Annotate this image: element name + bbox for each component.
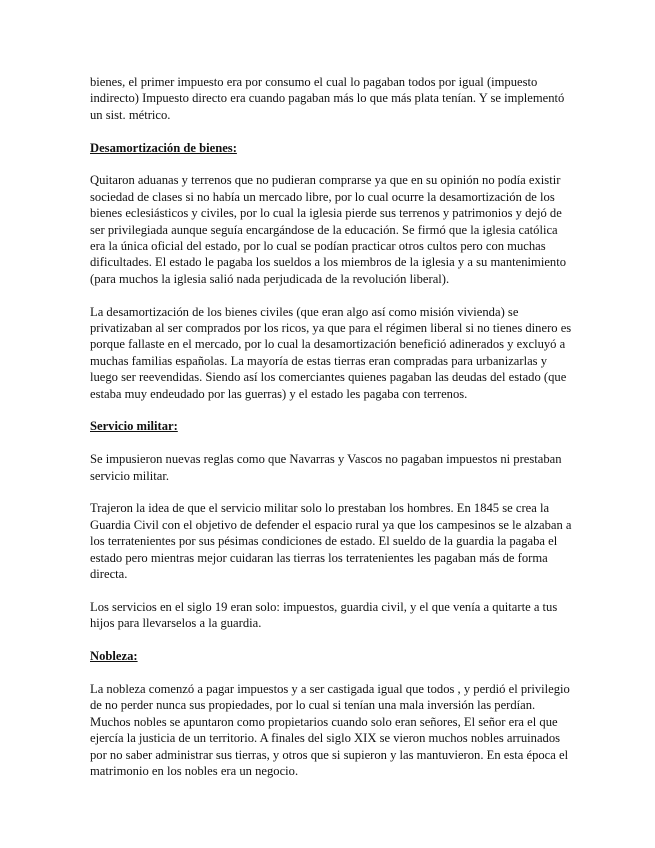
desamortizacion-paragraph-2: La desamortización de los bienes civiles (que eran algo así como misión vivienda) se privatizaban al ser comprados por los ricos, ya que para el régimen liberal si no tienes dinero es porque fallaste en el mercado, por lo cual la desamortización benefició adinerados y excluyó a muchas familias españolas. La mayoría de estas tierras eran compradas para urbanizarlas y luego ser reevendidas. Siendo así los comerciantes quienes pagaban las deudas del estado (que estaba muy endeudado por las guerras) y el estado les pagaba con terrenos. bbox=[90, 304, 572, 401]
servicio-militar-paragraph-3: Los servicios en el siglo 19 eran solo: impuestos, guardia civil, y el que venía a quitarte a tus hijos para llevarselos a la guardia. bbox=[90, 599, 558, 631]
document-page bbox=[90, 74, 575, 796]
heading-desamortizacion: Desamortización de bienes: bbox=[90, 140, 237, 155]
servicio-militar-paragraph-2: Trajeron la idea de que el servicio militar solo lo prestaban los hombres. En 1845 se crea la Guardia Civil con el objetivo de defender el espacio rural ya que los campesinos se le alzaban a los terratenientes por sus pésimas condiciones de estado. El sueldo de la guardia la pagaba el estado pero mientras mejor cuidaran las tierras los terratenientes les pagaban más de forma directa. bbox=[90, 501, 572, 582]
servicio-militar-paragraph-1: Se impusieron nuevas reglas como que Navarras y Vascos no pagaban impuestos ni prestaban servicio militar. bbox=[90, 452, 562, 483]
intro-paragraph: bienes, el primer impuesto era por consumo el cual lo pagaban todos por igual (impuesto indirecto) Impuesto directo era cuando pagaban más lo que más plata tenían. Y se implementó un sist. métrico. bbox=[90, 75, 565, 122]
nobleza-paragraph-1: La nobleza comenzó a pagar impuestos y a ser castigada igual que todos , y perdió el privilegio de no perder nunca sus propiedades, por lo cual si tenían una mala inversión las perdían. Muchos nobles se apuntaron como propietarios cuando solo eran señores, El señor era el que ejercía la justicia de un territorio. A finales del siglo XIX se vieron muchos nobles arruinados por no saber administrar sus tierras, y otros que si supieron y las mantuvieron. En esta época el matrimonio en los nobles era un negocio. bbox=[90, 681, 570, 778]
desamortizacion-paragraph-1: Quitaron aduanas y terrenos que no pudieran comprarse ya que en su opinión no podía existir sociedad de clases si no había un mercado libre, por lo cual ocurre la desamortización de los bienes eclesiásticos y civiles, por lo cual la iglesia pierde sus terrenos y patrimonios y dejó de ser privilegiada aunque seguía encargándose de la educación. Se firmó que la iglesia católica era la única oficial del estado, por lo cual se podían practicar otros cultos pero con muchas dificultades. El estado le pagaba los sueldos a los miembros de la iglesia y a su mantenimiento (para muchos la iglesia salió nada perjudicada de la revolución liberal). bbox=[90, 173, 566, 286]
heading-servicio-militar: Servicio militar: bbox=[90, 419, 178, 434]
heading-nobleza: Nobleza: bbox=[90, 649, 138, 664]
